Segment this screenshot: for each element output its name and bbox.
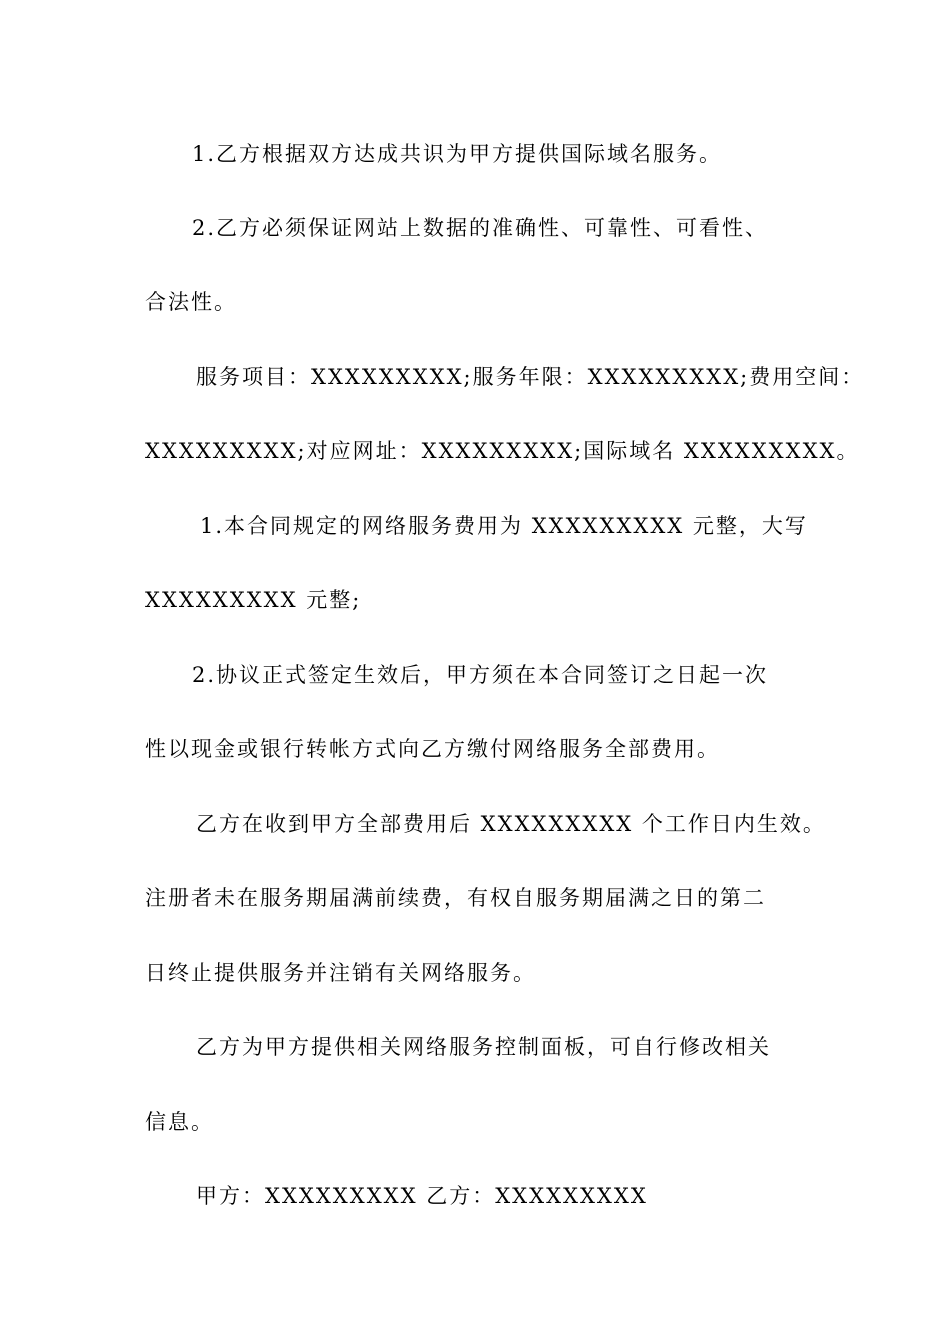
clause-control-panel-cont: 信息。: [145, 1110, 214, 1134]
clause-payment-cont: 性以现金或银行转帐方式向乙方缴付网络服务全部费用。: [145, 737, 720, 761]
signature-parties: 甲方：XXXXXXXXX 乙方：XXXXXXXXX: [196, 1184, 648, 1208]
clause-fee-amount: 1.本合同规定的网络服务费用为 XXXXXXXXX 元整，大写: [200, 514, 808, 538]
service-details-cont: XXXXXXXXX;对应网址：XXXXXXXXX;国际域名 XXXXXXXXX。: [145, 439, 860, 463]
clause-domain-service: 1.乙方根据双方达成共识为甲方提供国际域名服务。: [192, 142, 723, 166]
service-details: 服务项目：XXXXXXXXX;服务年限：XXXXXXXXX;费用空间：: [196, 365, 865, 389]
clause-data-accuracy-cont: 合法性。: [145, 290, 237, 314]
clause-renewal-cont: 日终止提供服务并注销有关网络服务。: [145, 961, 536, 985]
clause-control-panel: 乙方为甲方提供相关网络服务控制面板，可自行修改相关: [196, 1035, 771, 1059]
clause-effective-date: 乙方在收到甲方全部费用后 XXXXXXXXX 个工作日内生效。: [196, 812, 826, 836]
clause-data-accuracy: 2.乙方必须保证网站上数据的准确性、可靠性、可看性、: [192, 216, 769, 240]
clause-renewal: 注册者未在服务期届满前续费，有权自服务期届满之日的第二: [145, 886, 766, 910]
clause-payment: 2.协议正式签定生效后，甲方须在本合同签订之日起一次: [192, 663, 769, 687]
clause-fee-amount-cont: XXXXXXXXX 元整;: [145, 588, 362, 612]
